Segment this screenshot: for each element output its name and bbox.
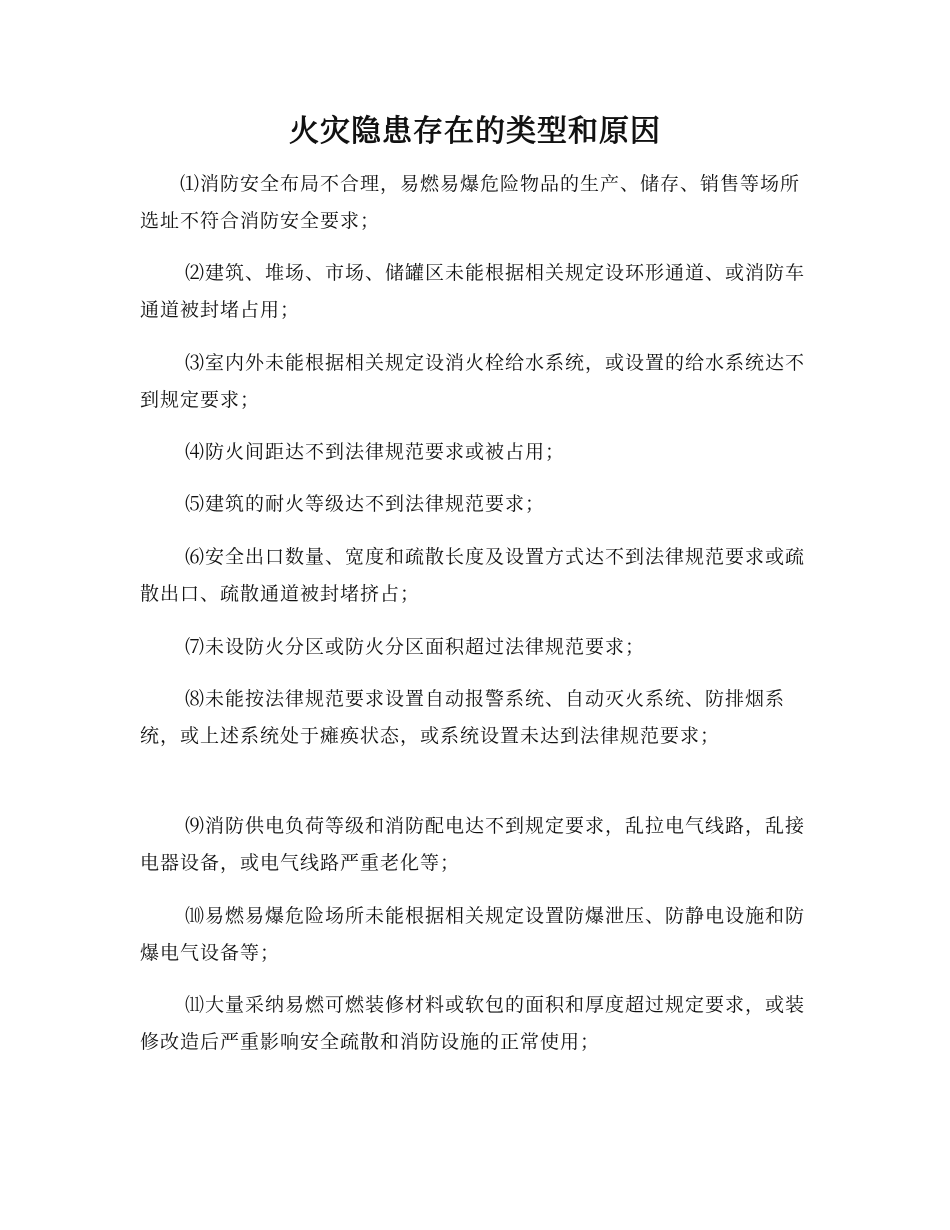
hazard-item-2: ⑵建筑、堆场、市场、储罐区未能根据相关规定设环形通道、或消防车通道被封堵占用；: [140, 262, 806, 321]
document-title: 火灾隐患存在的类型和原因: [289, 114, 661, 149]
hazard-item-1: ⑴消防安全布局不合理，易燃易爆危险物品的生产、储存、销售等场所选址不符合消防安全要求；: [140, 173, 801, 232]
hazard-item-4: ⑷防火间距达不到法律规范要求或被占用；: [185, 441, 566, 463]
hazard-item-7: ⑺未设防火分区或防火分区面积超过法律规范要求；: [185, 636, 646, 658]
hazard-item-6: ⑹安全出口数量、宽度和疏散长度及设置方式达不到法律规范要求或疏散出口、疏散通道被封堵挤占；: [140, 546, 806, 605]
hazard-item-3: ⑶室内外未能根据相关规定设消火栓给水系统，或设置的给水系统达不到规定要求；: [140, 352, 806, 411]
hazard-item-10: ⑽易燃易爆危险场所未能根据相关规定设置防爆泄压、防静电设施和防爆电气设备等；: [140, 905, 806, 964]
hazard-item-9: ⑼消防供电负荷等级和消防配电达不到规定要求，乱拉电气线路，乱接电器设备，或电气线路严重老化等；: [140, 815, 806, 874]
hazard-item-8: ⑻未能按法律规范要求设置自动报警系统、自动灭火系统、防排烟系统，或上述系统处于瘫痪状态，或系统设置未达到法律规范要求；: [140, 688, 786, 747]
hazard-item-11: ⑾大量采纳易燃可燃装修材料或软包的面积和厚度超过规定要求，或装修改造后严重影响安全疏散和消防设施的正常使用；: [140, 994, 806, 1053]
hazard-item-5: ⑸建筑的耐火等级达不到法律规范要求；: [185, 493, 546, 515]
